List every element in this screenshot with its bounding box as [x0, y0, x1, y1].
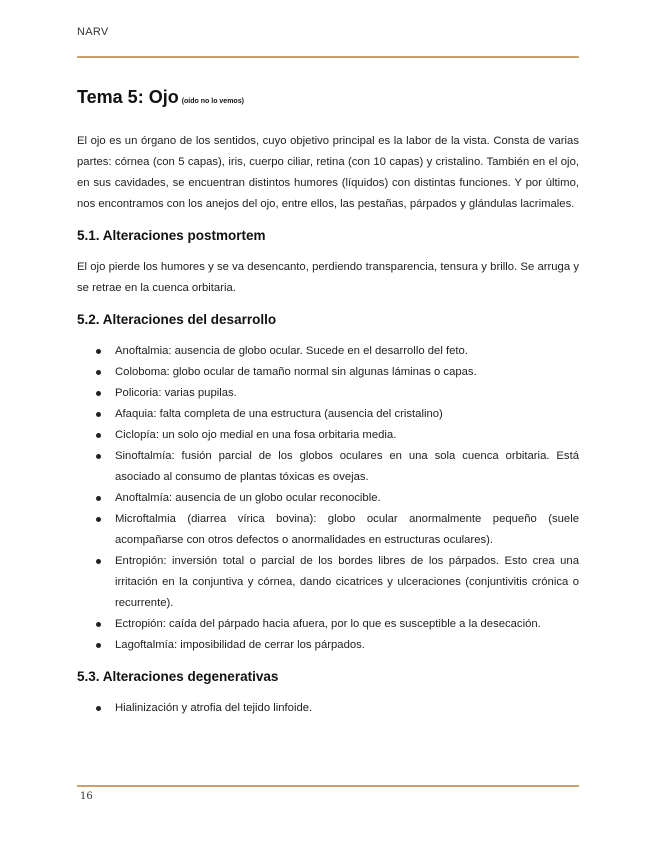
list-item [77, 404, 579, 425]
page-title-main: Tema 5: Ojo [77, 87, 179, 107]
bullet-icon [96, 517, 101, 522]
bullet-icon [96, 370, 101, 375]
list-item-text: Coloboma: globo ocular de tamaño normal sin algunas láminas o capas. [115, 366, 477, 378]
list-item-text: Ciclopía: un solo ojo medial en una fosa orbitaria media. [115, 429, 397, 441]
list-item [77, 614, 579, 635]
list-item-text: Anoftalmia: ausencia de globo ocular. Sucede en el desarrollo del feto. [115, 345, 468, 357]
list-item-text: Afaquia: falta completa de una estructura (ausencia del cristalino) [115, 408, 443, 420]
bullet-icon [96, 559, 101, 564]
list-item [77, 488, 579, 509]
list-item [77, 635, 579, 656]
bullet-icon [96, 391, 101, 396]
section-heading-desarrollo: 5.2. Alteraciones del desarrollo [77, 312, 277, 327]
list-item-text: Anoftalmía: ausencia de un globo ocular reconocible. [115, 492, 381, 504]
section-heading-postmortem: 5.1. Alteraciones postmortem [77, 228, 266, 243]
list-item-text: Ectropión: caída del párpado hacia afuera, por lo que es susceptible a la desecación. [115, 618, 541, 630]
section-heading-degenerativas: 5.3. Alteraciones degenerativas [77, 669, 279, 684]
bullet-icon [96, 622, 101, 627]
bullet-icon [96, 412, 101, 417]
list-item-text: Microftalmia (diarrea vírica bovina): globo ocular anormalmente pequeño (suele acompañarse con otros defectos o anormalidades en estructuras oculares). [115, 513, 579, 546]
page-number: 16 [80, 791, 93, 802]
list-item-text: Entropión: inversión total o parcial de los bordes libres de los párpados. Esto crea una irritación en la conjuntiva y córnea, dando cicatrices y ulceraciones (conjuntivitis crónica o recurrente). [115, 555, 579, 609]
bullet-icon [96, 706, 101, 711]
header-rule [77, 56, 579, 58]
list-item [77, 509, 579, 551]
page-title-note: (oído no lo vemos) [181, 98, 244, 105]
list-item-text: Lagoftalmía: imposibilidad de cerrar los párpados. [115, 639, 365, 651]
list-item [77, 551, 579, 614]
list-item-text: Hialinización y atrofia del tejido linfoide. [115, 702, 313, 714]
list-item [77, 341, 579, 362]
list-item [77, 425, 579, 446]
list-item-text: Sinoftalmía: fusión parcial de los globos oculares en una sola cuenca orbitaria. Está asociado al consumo de plantas tóxicas es ovejas. [115, 450, 579, 483]
footer-rule [77, 785, 579, 787]
bullet-icon [96, 433, 101, 438]
list-item [77, 362, 579, 383]
bullet-icon [96, 643, 101, 648]
desarrollo-list [77, 341, 579, 656]
bullet-icon [96, 496, 101, 501]
bullet-icon [96, 454, 101, 459]
page-content [77, 86, 579, 731]
degenerativas-list [77, 698, 579, 719]
list-item [77, 446, 579, 488]
postmortem-paragraph: El ojo pierde los humores y se va desencanto, perdiendo transparencia, tensura y brillo. Se arruga y se retrae en la cuenca orbitaria. [77, 261, 579, 294]
bullet-icon [96, 349, 101, 354]
list-item [77, 383, 579, 404]
page-title [77, 86, 579, 113]
list-item-text: Policoria: varias pupilas. [115, 387, 237, 399]
running-header: NARV [77, 26, 109, 38]
list-item [77, 698, 579, 719]
intro-paragraph: El ojo es un órgano de los sentidos, cuyo objetivo principal es la labor de la vista. Consta de varias partes: córnea (con 5 capas), iris, cuerpo ciliar, retina (con 10 capas) y cristalino. También en el ojo, en sus cavidades, se encuentran distintos humores (líquidos) con distintas funciones. Y por último, nos encontramos con los anejos del ojo, entre ellos, las pestañas, párpados y glándulas lacrimales. [77, 135, 579, 210]
